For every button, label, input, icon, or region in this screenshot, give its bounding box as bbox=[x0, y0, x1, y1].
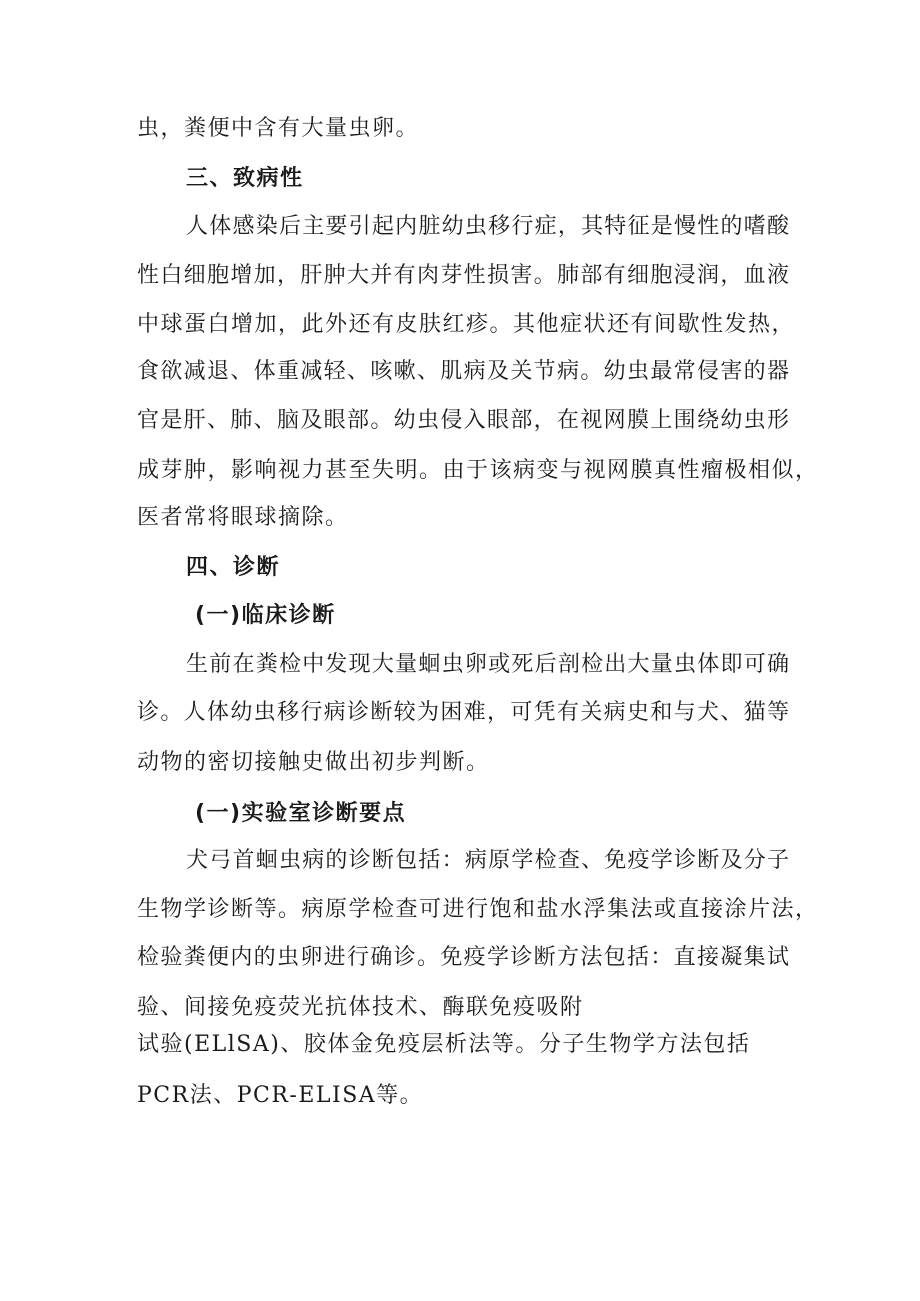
subsection-heading-lab: (一)实验室诊断要点 bbox=[195, 801, 407, 826]
paragraph-line: 食欲减退、体重减轻、咳嗽、肌病及关节病。幼虫最常侵害的器 bbox=[137, 359, 789, 384]
paragraph-line: 验、间接免疫荧光抗体技术、酶联免疫吸附 bbox=[137, 995, 584, 1020]
section-heading-diagnosis: 四、诊断 bbox=[186, 555, 281, 580]
paragraph-line: 中球蛋白增加，此外还有皮肤红疹。其他症状还有间歇性发热， bbox=[137, 312, 796, 337]
section-heading-pathogenicity: 三、致病性 bbox=[186, 166, 304, 191]
paragraph-line: 人体感染后主要引起内脏幼虫移行症，其特征是慢性的嗜酸 bbox=[186, 214, 789, 239]
paragraph-line: 检验粪便内的虫卵进行确诊。免疫学诊断方法包括：直接凝集试 bbox=[137, 945, 789, 970]
paragraph-line: PCR法、PCR-ELISA等。 bbox=[137, 1083, 424, 1108]
paragraph-line: 犬弓首蛔虫病的诊断包括：病原学检查、免疫学诊断及分子 bbox=[186, 848, 789, 873]
paragraph-line: 官是肝、肺、脑及眼部。幼虫侵入眼部，在视网膜上围绕幼虫形 bbox=[137, 408, 789, 433]
paragraph-line: 诊。人体幼虫移行病诊断较为困难，可凭有关病史和与犬、猫等 bbox=[137, 700, 789, 725]
paragraph-line: 医者常将眼球摘除。 bbox=[137, 505, 349, 530]
paragraph-line: 动物的密切接触史做出初步判断。 bbox=[137, 750, 490, 775]
subsection-heading-clinical: (一)临床诊断 bbox=[195, 603, 336, 628]
paragraph-line: 生前在粪检中发现大量蛔虫卵或死后剖检出大量虫体即可确 bbox=[186, 652, 789, 677]
paragraph-line: 虫，粪便中含有大量虫卵。 bbox=[137, 116, 420, 141]
paragraph-line: 成芽肿，影响视力甚至失明。由于该病变与视网膜真性瘤极相似， bbox=[137, 458, 819, 483]
paragraph-line: 性白细胞增加，肝肿大并有肉芽性损害。肺部有细胞浸润，血液 bbox=[137, 263, 789, 288]
paragraph-line: 生物学诊断等。病原学检查可进行饱和盐水浮集法或直接涂片法， bbox=[137, 897, 819, 922]
paragraph-line: 试验(ELlSA)、胶体金免疫层析法等。分子生物学方法包括 bbox=[137, 1032, 751, 1057]
